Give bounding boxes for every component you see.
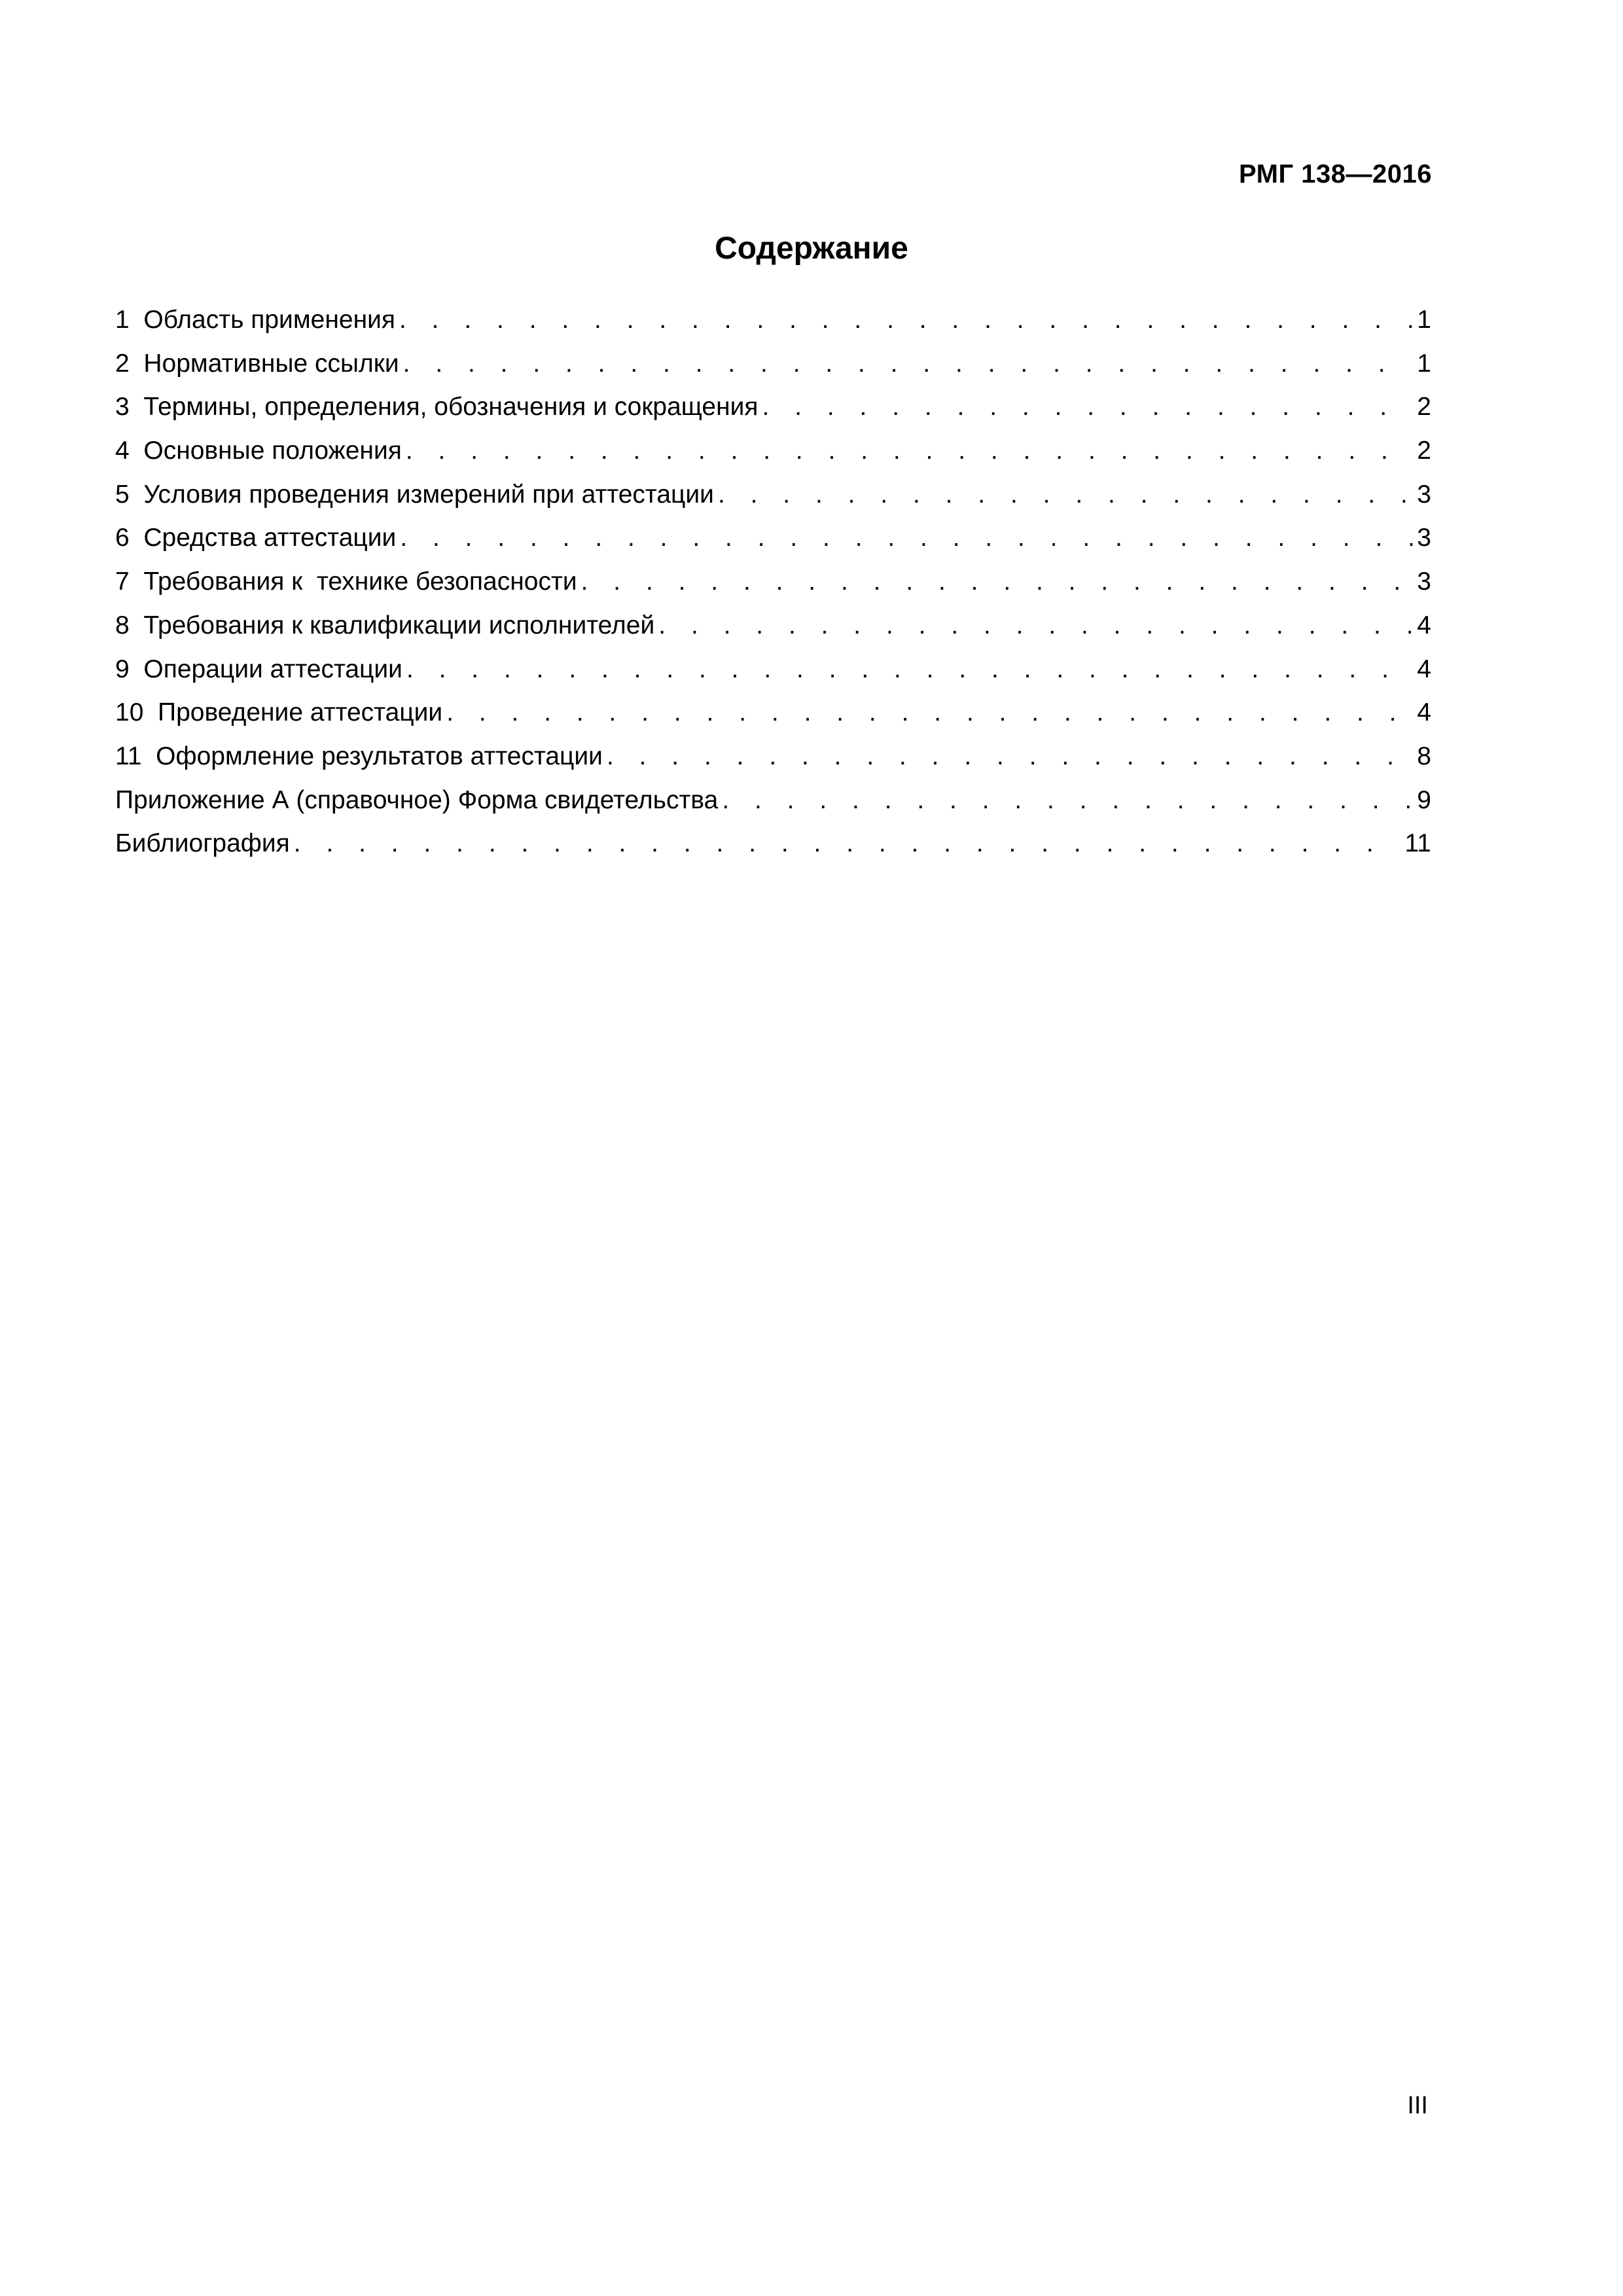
toc-entry-7[interactable] [115, 560, 1431, 604]
toc-leader-dots [406, 648, 1413, 692]
toc-leader-dots [400, 516, 1413, 560]
toc-leader-dots [607, 735, 1413, 779]
toc-entry-3[interactable] [115, 386, 1431, 429]
document-code: РМГ 138—2016 [1239, 160, 1432, 188]
toc-entry-page: 1 [1417, 349, 1431, 378]
toc-entry-page: 9 [1417, 785, 1431, 814]
toc-entry-10[interactable] [115, 691, 1431, 735]
toc-entry-page: 3 [1417, 524, 1431, 552]
toc-leader-dots [722, 779, 1413, 823]
toc-leader-dots [406, 429, 1413, 473]
toc-leader-dots [399, 298, 1413, 342]
toc-entry-label: Библиография [115, 829, 290, 858]
toc-entry-label: 11 Оформление результатов аттестации [115, 742, 603, 770]
toc-entry-label: 7 Требования к технике безопасности [115, 567, 577, 596]
toc-entry-label: 10 Проведение аттестации [115, 698, 443, 727]
toc-leader-dots [294, 822, 1401, 866]
toc-entry-page: 2 [1417, 393, 1431, 422]
toc-entry-label: 3 Термины, определения, обозначения и сокращения [115, 393, 758, 422]
toc-entry-page: 11 [1404, 829, 1431, 858]
toc-leader-dots [658, 604, 1413, 648]
toc-entry-label: 6 Средства аттестации [115, 524, 397, 552]
page-number: III [1407, 2092, 1428, 2119]
toc-entry-page: 4 [1417, 611, 1431, 639]
table-of-contents [115, 298, 1431, 866]
toc-entry-bibliography[interactable] [115, 822, 1431, 866]
toc-entry-page: 4 [1417, 698, 1431, 727]
toc-entry-1[interactable] [115, 298, 1431, 342]
toc-entry-label: 2 Нормативные ссылки [115, 349, 399, 378]
toc-entry-page: 1 [1417, 306, 1431, 334]
page-title: Содержание [715, 231, 908, 266]
toc-entry-9[interactable] [115, 648, 1431, 692]
toc-leader-dots [581, 560, 1414, 604]
toc-entry-4[interactable] [115, 429, 1431, 473]
toc-entry-6[interactable] [115, 516, 1431, 560]
toc-entry-appendix-a[interactable] [115, 779, 1431, 823]
toc-entry-label: Приложение А (справочное) Форма свидетельства [115, 785, 719, 814]
toc-entry-page: 4 [1417, 655, 1431, 683]
toc-entry-5[interactable] [115, 473, 1431, 517]
toc-entry-page: 2 [1417, 437, 1431, 465]
toc-entry-11[interactable] [115, 735, 1431, 779]
toc-leader-dots [446, 691, 1413, 735]
toc-entry-page: 3 [1417, 567, 1431, 596]
toc-entry-page: 3 [1417, 480, 1431, 509]
toc-entry-8[interactable] [115, 604, 1431, 648]
toc-entry-label: 1 Область применения [115, 306, 396, 334]
toc-leader-dots [718, 473, 1413, 517]
toc-entry-2[interactable] [115, 342, 1431, 386]
toc-leader-dots [403, 342, 1414, 386]
toc-leader-dots [762, 386, 1414, 429]
toc-entry-page: 8 [1417, 742, 1431, 770]
toc-entry-label: 4 Основные положения [115, 437, 402, 465]
toc-entry-label: 8 Требования к квалификации исполнителей [115, 611, 655, 639]
toc-entry-label: 5 Условия проведения измерений при аттестации [115, 480, 714, 509]
toc-entry-label: 9 Операции аттестации [115, 655, 402, 683]
